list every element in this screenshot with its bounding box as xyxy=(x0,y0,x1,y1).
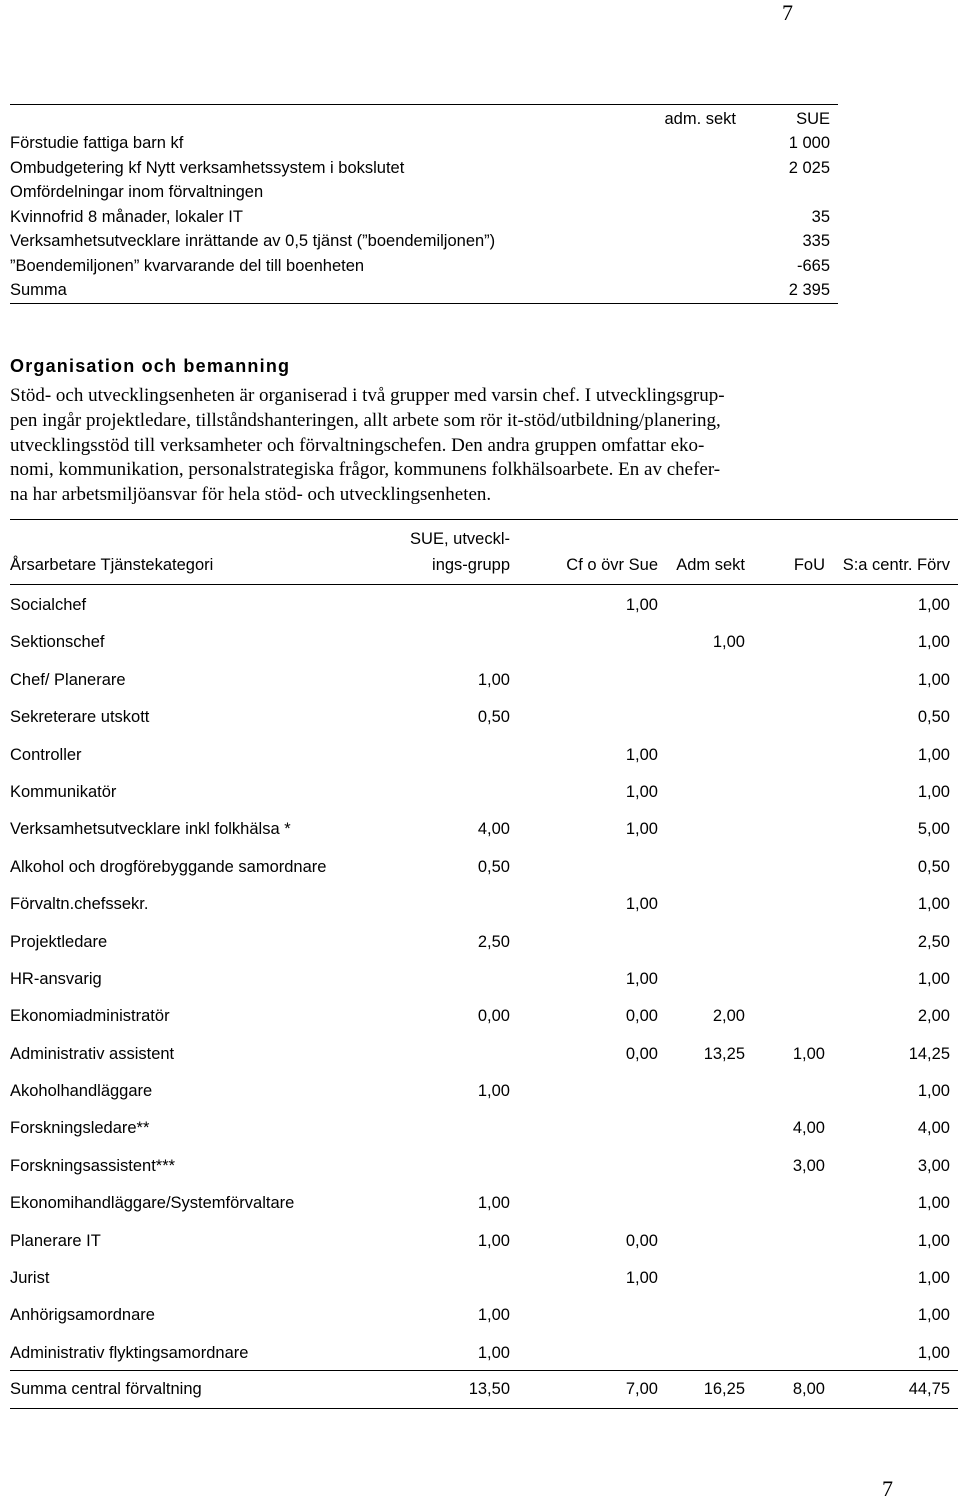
budget-header xyxy=(10,105,838,131)
section-title: Organisation och bemanning xyxy=(10,356,291,376)
header-adm: Adm sekt xyxy=(676,556,745,574)
staff-total-row xyxy=(10,1370,958,1409)
table-row xyxy=(10,772,958,809)
table-row xyxy=(10,697,958,734)
row-category: Akoholhandläggare xyxy=(10,1082,153,1101)
budget-row xyxy=(10,180,838,205)
row-category: Forskningsledare** xyxy=(10,1119,150,1138)
table-row xyxy=(10,585,958,622)
row-adm: 1,00 xyxy=(712,633,745,652)
row-sum: 1,00 xyxy=(917,745,950,764)
row-sum: 14,25 xyxy=(908,1044,950,1063)
row-sum: 1,00 xyxy=(917,969,950,988)
row-sum: 1,00 xyxy=(917,633,950,652)
table-row xyxy=(10,622,958,659)
table-row xyxy=(10,959,958,996)
total-sum: 44,75 xyxy=(908,1380,950,1399)
budget-row-value: -665 xyxy=(796,256,830,275)
row-sum: 2,50 xyxy=(917,932,950,951)
table-row xyxy=(10,809,958,846)
total-cat: Summa central förvaltning xyxy=(10,1380,202,1399)
row-category: Kommunikatör xyxy=(10,782,117,801)
header-sue-line2: ings-grupp xyxy=(432,556,510,574)
row-category: Forskningsassistent*** xyxy=(10,1156,176,1175)
row-sum: 2,00 xyxy=(917,1007,950,1026)
budget-row xyxy=(10,156,838,181)
row-category: Projektledare xyxy=(10,932,108,951)
budget-row-label: ”Boendemiljonen” kvarvarande del till boenheten xyxy=(10,256,365,275)
row-sue: 1,00 xyxy=(477,670,510,689)
row-fou: 1,00 xyxy=(792,1044,825,1063)
section-line: nomi, kommunikation, personalstrategiska frågor, kommunens folkhälsoarbete. En av chefer- xyxy=(10,459,721,481)
budget-header-sue: SUE xyxy=(796,110,830,128)
row-sum: 1,00 xyxy=(917,670,950,689)
budget-row xyxy=(10,205,838,230)
table-row xyxy=(10,735,958,772)
header-cf: Cf o övr Sue xyxy=(566,556,658,574)
budget-row-label: Ombudgetering kf Nytt verksamhetssystem i bokslutet xyxy=(10,158,405,177)
table-row xyxy=(10,1071,958,1108)
row-category: Sektionschef xyxy=(10,633,105,652)
table-row xyxy=(10,1258,958,1295)
header-category: Årsarbetare Tjänstekategori xyxy=(10,556,214,574)
row-category: Planerare IT xyxy=(10,1231,101,1250)
section-line: pen ingår projektledare, tillståndshanteringen, allt arbete som rör it-stöd/utbildning/planering, xyxy=(10,409,721,431)
row-adm: 2,00 xyxy=(712,1007,745,1026)
table-row xyxy=(10,884,958,921)
row-sum: 1,00 xyxy=(917,782,950,801)
budget-row-label: Förstudie fattiga barn kf xyxy=(10,134,184,152)
row-cf: 0,00 xyxy=(625,1231,658,1250)
row-category: Controller xyxy=(10,745,82,764)
row-sum: 1,00 xyxy=(917,1231,950,1250)
budget-total-value: 2 395 xyxy=(788,281,830,299)
section-line: na har arbetsmiljöansvar för hela stöd- och utvecklingsenheten. xyxy=(10,484,492,506)
row-sue: 0,00 xyxy=(477,1007,510,1026)
budget-row-value: 2 025 xyxy=(788,158,830,177)
row-cf: 1,00 xyxy=(625,745,658,764)
row-cf: 1,00 xyxy=(625,820,658,839)
budget-total-label: Summa xyxy=(10,281,67,299)
row-cf: 1,00 xyxy=(625,596,658,614)
header-fou: FoU xyxy=(793,556,825,574)
budget-row-value: 1 000 xyxy=(788,134,830,152)
row-cf: 1,00 xyxy=(625,782,658,801)
row-sue: 1,00 xyxy=(477,1231,510,1250)
budget-row xyxy=(10,131,838,156)
table-row xyxy=(10,1183,958,1220)
row-fou: 3,00 xyxy=(792,1156,825,1175)
row-adm: 13,25 xyxy=(703,1044,745,1063)
budget-row-value: 335 xyxy=(802,232,830,250)
row-sue: 0,50 xyxy=(477,857,510,876)
row-cf: 1,00 xyxy=(625,1269,658,1288)
row-sum: 3,00 xyxy=(917,1156,950,1175)
row-category: Chef/ Planerare xyxy=(10,670,126,689)
budget-row xyxy=(10,254,838,279)
budget-table xyxy=(10,104,838,304)
row-sue: 1,00 xyxy=(477,1194,510,1213)
row-category: Verksamhetsutvecklare inkl folkhälsa * xyxy=(10,820,291,839)
row-sum: 1,00 xyxy=(917,895,950,914)
budget-row-value: 35 xyxy=(811,207,830,226)
row-sue: 4,00 xyxy=(477,820,510,839)
row-category: Socialchef xyxy=(10,596,87,614)
staff-table xyxy=(10,519,958,1409)
row-category: Ekonomihandläggare/Systemförvaltare xyxy=(10,1194,295,1213)
row-sum: 1,00 xyxy=(917,596,950,614)
row-category: Ekonomiadministratör xyxy=(10,1007,170,1026)
row-cf: 1,00 xyxy=(625,895,658,914)
row-sum: 0,50 xyxy=(917,708,950,727)
total-fou: 8,00 xyxy=(792,1380,825,1399)
row-category: Jurist xyxy=(10,1269,50,1288)
header-sue-line1: SUE, utveckl- xyxy=(410,530,510,548)
row-sum: 5,00 xyxy=(917,820,950,839)
section-line: utvecklingsstöd till verksamheter och förvaltningschefen. Den andra gruppen omfattar eko- xyxy=(10,434,705,456)
total-sue: 13,50 xyxy=(468,1380,510,1399)
row-category: Sekreterare utskott xyxy=(10,708,150,727)
row-sue: 1,00 xyxy=(477,1306,510,1325)
row-category: Administrativ flyktingsamordnare xyxy=(10,1343,249,1362)
row-cf: 0,00 xyxy=(625,1044,658,1063)
page-number-top: 7 xyxy=(782,0,793,25)
row-sum: 4,00 xyxy=(917,1119,950,1138)
row-sum: 1,00 xyxy=(917,1194,950,1213)
table-row xyxy=(10,660,958,697)
row-sue: 1,00 xyxy=(477,1343,510,1362)
budget-row-label: Omfördelningar inom förvaltningen xyxy=(10,183,264,201)
row-sue: 2,50 xyxy=(477,932,510,951)
row-cf: 1,00 xyxy=(625,969,658,988)
row-sue: 1,00 xyxy=(477,1082,510,1101)
row-category: Alkohol och drogförebyggande samordnare xyxy=(10,857,327,876)
table-row xyxy=(10,1221,958,1258)
row-category: HR-ansvarig xyxy=(10,969,102,988)
budget-row-label: Kvinnofrid 8 månader, lokaler IT xyxy=(10,207,243,226)
row-sue: 0,50 xyxy=(477,708,510,727)
table-row xyxy=(10,1146,958,1183)
row-sum: 1,00 xyxy=(917,1306,950,1325)
row-category: Administrativ assistent xyxy=(10,1044,175,1063)
section-line: Stöd- och utvecklingsenheten är organiserad i två grupper med varsin chef. I utvecklingsgrup- xyxy=(10,385,725,406)
row-category: Anhörigsamordnare xyxy=(10,1306,155,1325)
budget-header-adm: adm. sekt xyxy=(664,110,736,128)
budget-row xyxy=(10,229,838,254)
table-row xyxy=(10,847,958,884)
total-cf: 7,00 xyxy=(625,1380,658,1399)
table-row xyxy=(10,1034,958,1071)
table-row xyxy=(10,1108,958,1145)
table-row xyxy=(10,922,958,959)
budget-row-label: Verksamhetsutvecklare inrättande av 0,5 tjänst (”boendemiljonen”) xyxy=(10,232,496,250)
row-fou: 4,00 xyxy=(792,1119,825,1138)
table-row xyxy=(10,1333,958,1370)
row-sum: 1,00 xyxy=(917,1082,950,1101)
budget-total-row xyxy=(10,278,838,304)
row-category: Förvaltn.chefssekr. xyxy=(10,895,149,914)
table-row xyxy=(10,1295,958,1332)
total-adm: 16,25 xyxy=(703,1380,745,1399)
row-cf: 0,00 xyxy=(625,1007,658,1026)
row-sum: 0,50 xyxy=(917,857,950,876)
header-sum: S:a centr. Förv xyxy=(842,556,950,574)
section-body xyxy=(10,384,890,508)
row-sum: 1,00 xyxy=(917,1269,950,1288)
table-row xyxy=(10,996,958,1033)
row-sum: 1,00 xyxy=(917,1343,950,1362)
page-number-bottom: 7 xyxy=(882,1476,893,1501)
staff-table-header xyxy=(10,520,958,585)
